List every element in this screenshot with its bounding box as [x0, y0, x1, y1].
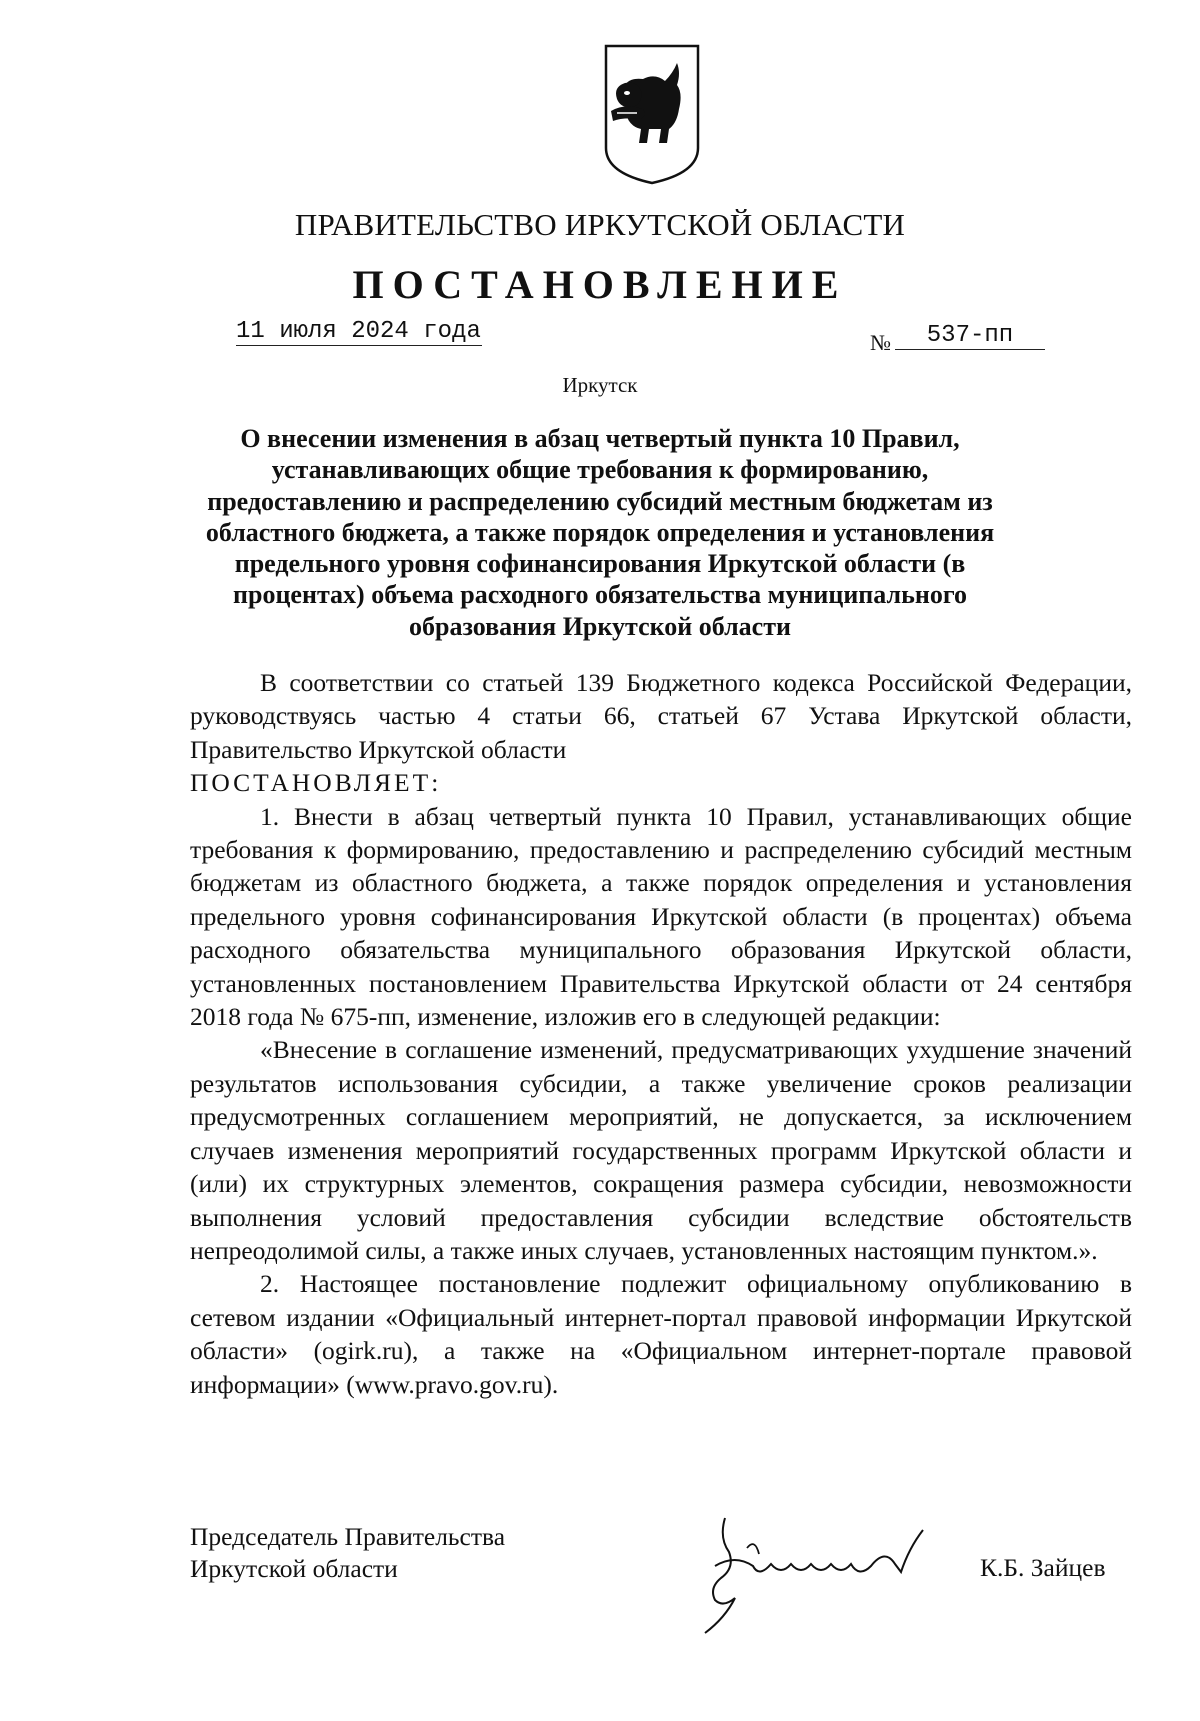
position-line-1: Председатель Правительства [190, 1522, 506, 1551]
quoted-paragraph: «Внесение в соглашение изменений, предусматривающих ухудшение значений результатов использования субсидии, а также увеличение сроков реализации предусмотренных соглашением мероприятий, не допускается, за исключением случаев изменения мероприятий государственных программ Иркутской области и (или) их структурных элементов, сокращения размера субсидии, невозможности выполнения условий предоставления субсидии вследствие обстоятельств непреодолимой силы, а также иных случаев, установленных настоящим пунктом.». [190, 1035, 1132, 1265]
preamble-paragraph: В соответствии со статьей 139 Бюджетного кодекса Российской Федерации, руководствуясь частью 4 статьи 66, статьей 67 Устава Иркутской области, Правительство Иркутской области [190, 668, 1132, 764]
handwritten-signature [695, 1508, 945, 1638]
position-line-2: Иркутской области [190, 1554, 398, 1583]
signatory-name: К.Б. Зайцев [980, 1553, 1106, 1582]
item-1-paragraph: 1. Внести в абзац четвертый пункта 10 Правил, устанавливающих общие требования к формированию, предоставлению и распределению субсидий местным бюджетам из областного бюджета, а также порядок определения и установления предельного уровня софинансирования Иркутской области (в процентах) объема расходного обязательства муниципального образования Иркутской области, установленных постановлением Правительства Иркутской области от 24 сентября 2018 года № 675-пп, изменение, изложив его в следующей редакции: [190, 801, 1132, 1032]
document-body [190, 666, 1132, 1401]
city-name: Иркутск [562, 373, 638, 397]
number-sign: № [870, 330, 891, 355]
signatory-position [190, 1521, 505, 1585]
document-number: 537-пп [926, 322, 1014, 349]
number-field [895, 322, 1045, 350]
coat-of-arms-emblem [603, 43, 701, 186]
organization-name: ПРАВИТЕЛЬСТВО ИРКУТСКОЙ ОБЛАСТИ [294, 207, 906, 242]
document-date: 11 июля 2024 года [236, 318, 481, 345]
document-heading: О внесении изменения в абзац четвертый пункта 10 Правил, устанавливающих общие требования к формированию, предоставлению и распределению субсидий местным бюджетам из областного бюджета, а также порядок определения и установления предельного уровня софинансирования Иркутской области (в процентах) объема расходного обязательства муниципального образования Иркутской области [205, 424, 995, 641]
date-field [236, 318, 482, 346]
document-type-title: ПОСТАНОВЛЕНИЕ [352, 262, 848, 307]
item-2-paragraph: 2. Настоящее постановление подлежит официальному опубликованию в сетевом издании «Официальный интернет-портал правовой информации Иркутской области» (ogirk.ru), а также на «Официальном интернет-портале правовой информации» (www.pravo.gov.ru). [190, 1269, 1132, 1399]
resolves-line: ПОСТАНОВЛЯЕТ: [190, 768, 442, 798]
